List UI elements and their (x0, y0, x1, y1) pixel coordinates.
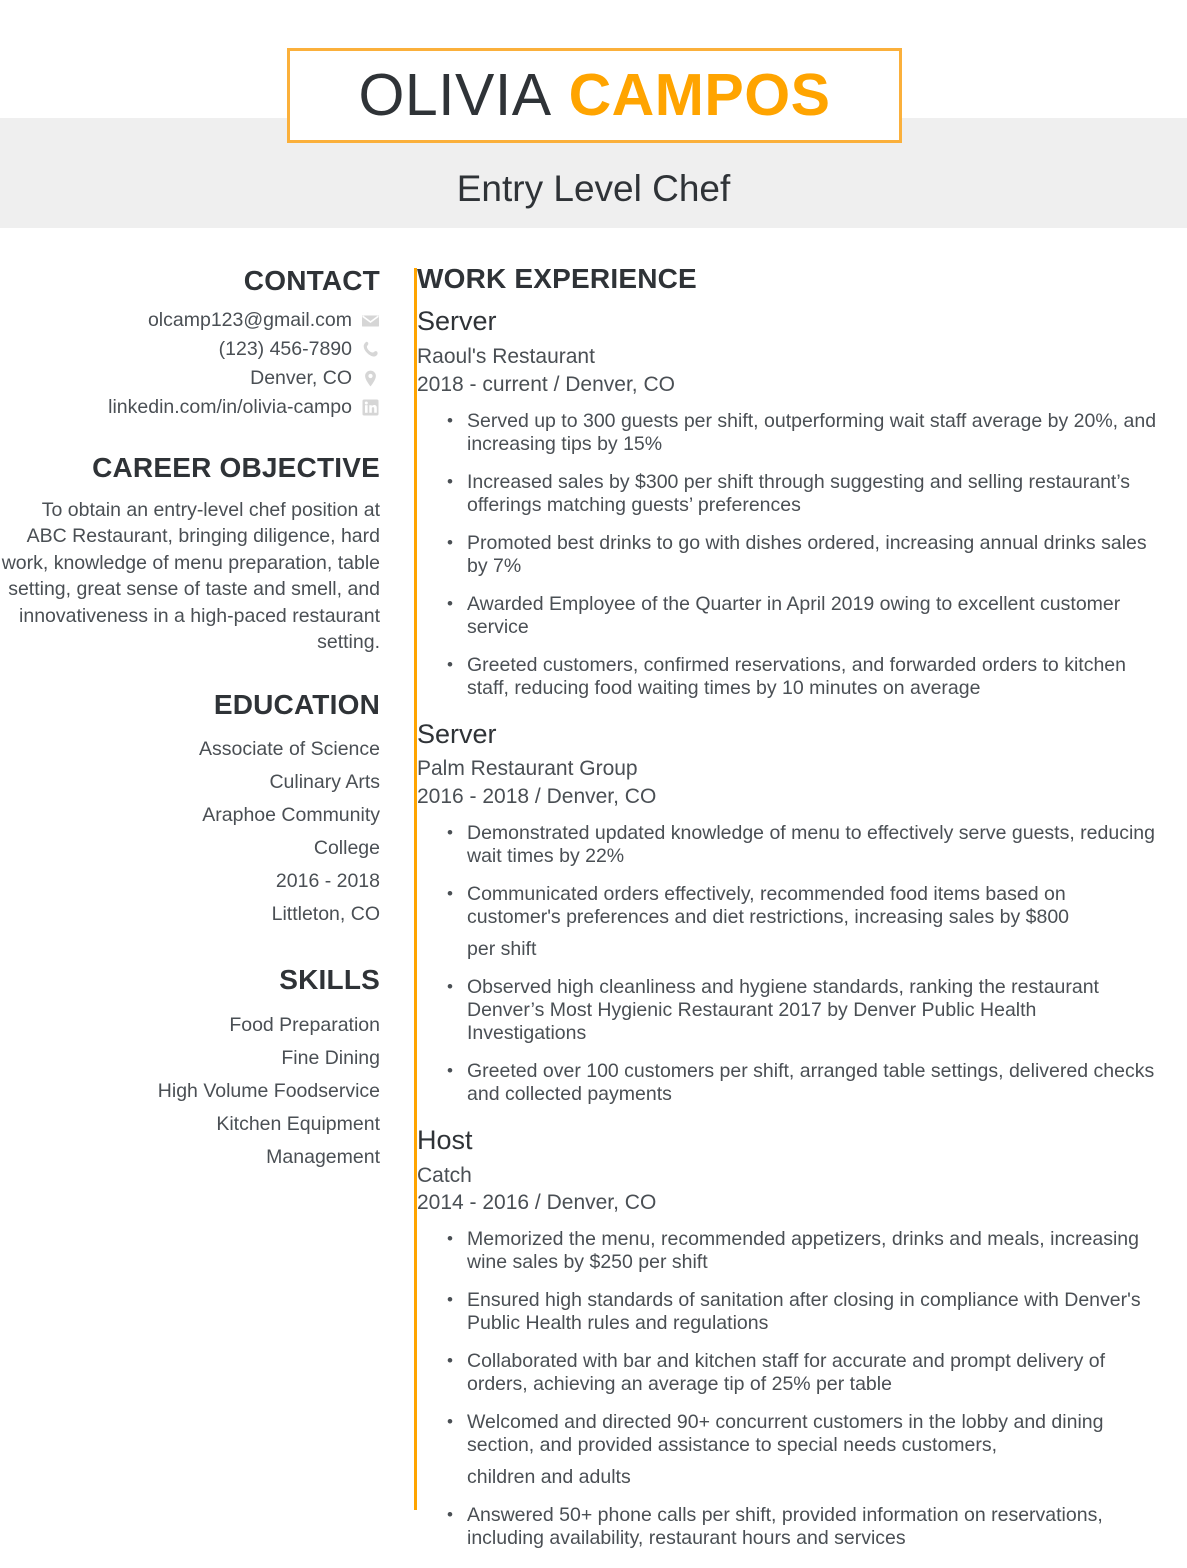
sidebar-section-skills (0, 965, 380, 1173)
last-name: CAMPOS (568, 62, 831, 128)
education-heading: EDUCATION (213, 688, 380, 720)
job-bullet-extra: children and adults (467, 1465, 631, 1488)
resume-header (0, 0, 1187, 228)
sidebar (0, 228, 380, 1208)
first-name: OLIVIA (358, 62, 552, 128)
skills-heading: SKILLS (279, 964, 380, 996)
job-company: Raoul's Restaurant (417, 345, 595, 369)
contact-item-location[interactable] (0, 367, 380, 390)
job-dates-location: 2018 - current / Denver, CO (417, 372, 675, 396)
job-bullet-text: Communicated orders effectively, recommended food items based on customer's preferences and diet restrictions, increasing sales by $800 (467, 882, 1070, 928)
job-bullet: • Greeted customers, confirmed reservations, and forwarded orders to kitchen staff, reducing food waiting times by 10 minutes on average (417, 654, 1161, 700)
job-title: Server (417, 718, 497, 749)
job-bullet: • Promoted best drinks to go with dishes ordered, increasing annual drinks sales by 7% (417, 532, 1161, 578)
envelope-icon (361, 311, 380, 330)
job-bullet-list (417, 1228, 1161, 1550)
contact-linkedin-text: linkedin.com/in/olivia-campo (108, 396, 352, 419)
job-bullet: • Memorized the menu, recommended appetizers, drinks and meals, increasing wine sales by $250 per shift (417, 1228, 1161, 1274)
education-line: Culinary Arts (269, 771, 380, 794)
job-dates-location: 2014 - 2016 / Denver, CO (417, 1191, 657, 1215)
job-bullet: • Observed high cleanliness and hygiene standards, ranking the restaurant Denver’s Most Hygienic Restaurant 2017 by Denver Public Health Investigations (417, 976, 1161, 1045)
contact-email-text: olcamp123@gmail.com (147, 309, 352, 332)
job-dates-location: 2016 - 2018 / Denver, CO (417, 785, 657, 809)
job-title: Server (417, 306, 497, 337)
linkedin-icon (361, 398, 380, 417)
job-bullet (417, 883, 1161, 961)
education-line: Associate of Science (198, 738, 380, 761)
skill-item: Kitchen Equipment (216, 1112, 380, 1135)
job-bullet: • Greeted over 100 customers per shift, arranged table settings, delivered checks and collected payments (417, 1060, 1161, 1106)
sidebar-section-education (0, 690, 380, 931)
job-title: Host (417, 1124, 473, 1155)
contact-heading: CONTACT (243, 265, 380, 296)
job-bullet-text: Welcomed and directed 90+ concurrent customers in the lobby and dining section, and provided assistance to special needs customers, (467, 1410, 1104, 1456)
sidebar-section-objective (0, 453, 380, 655)
contact-item-email[interactable] (0, 309, 380, 332)
job-bullet: • Ensured high standards of sanitation after closing in compliance with Denver's Public Health rules and regulations (417, 1289, 1161, 1335)
education-line: College (313, 837, 380, 860)
work-experience-heading: WORK EXPERIENCE (417, 263, 697, 294)
contact-item-linkedin[interactable] (0, 396, 380, 419)
job-bullet: • Answered 50+ phone calls per shift, provided information on reservations, including availability, restaurant hours and services (417, 1504, 1161, 1550)
job-company: Palm Restaurant Group (417, 757, 638, 781)
job-entry (417, 1124, 1161, 1550)
full-name (358, 62, 831, 128)
education-line: 2016 - 2018 (275, 870, 380, 893)
job-bullet: • Increased sales by $300 per shift through suggesting and selling restaurant’s offerings matching guests’ preferences (417, 471, 1161, 517)
contact-item-phone[interactable] (0, 338, 380, 361)
objective-text: To obtain an entry-level chef position at ABC Restaurant, bringing diligence, hard work, knowledge of menu preparation, table setting, great sense of taste and smell, and innovativeness in a high-paced restaurant setting. (1, 498, 380, 654)
job-entry (417, 718, 1161, 1106)
contact-phone-text: (123) 456-7890 (218, 338, 352, 361)
job-bullet: • Demonstrated updated knowledge of menu to effectively serve guests, reducing wait times by 22% (417, 822, 1161, 868)
job-bullet: • Served up to 300 guests per shift, outperforming wait staff average by 20%, and increasing tips by 15% (417, 410, 1161, 456)
education-line: Araphoe Community (202, 804, 380, 827)
name-box (287, 48, 902, 143)
location-pin-icon (361, 369, 380, 388)
objective-heading: CAREER OBJECTIVE (92, 452, 380, 484)
job-bullet-list (417, 410, 1161, 700)
sidebar-section-contact (0, 266, 380, 419)
job-company: Catch (417, 1163, 472, 1187)
job-bullet-extra: per shift (467, 937, 537, 960)
phone-icon (361, 340, 380, 359)
job-bullet-list (417, 822, 1161, 1106)
skill-item: High Volume Foodservice (157, 1079, 380, 1102)
job-bullet: • Awarded Employee of the Quarter in April 2019 owing to excellent customer service (417, 593, 1161, 639)
job-bullet: • Collaborated with bar and kitchen staff for accurate and prompt delivery of orders, achieving an average tip of 25% per table (417, 1350, 1161, 1396)
job-bullet (417, 1411, 1161, 1489)
resume-body (0, 228, 1187, 1568)
job-title: Entry Level Chef (456, 168, 731, 209)
education-line: Littleton, CO (271, 903, 380, 926)
job-entry (417, 305, 1161, 699)
skill-item: Fine Dining (281, 1046, 380, 1069)
contact-location-text: Denver, CO (250, 367, 352, 390)
skill-item: Management (266, 1145, 380, 1168)
skill-item: Food Preparation (229, 1013, 380, 1036)
main-content (380, 228, 1187, 1568)
